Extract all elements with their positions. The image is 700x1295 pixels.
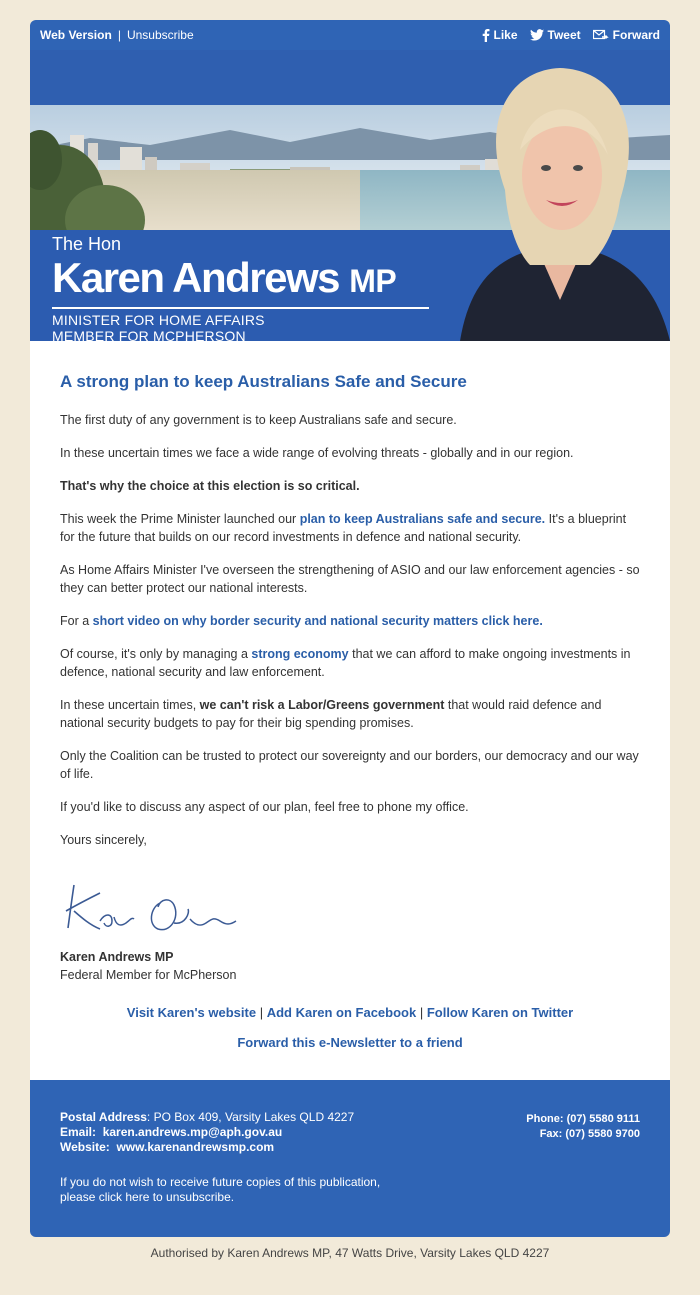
paragraph-6 — [60, 612, 640, 630]
role-member: MEMBER FOR MCPHERSON — [52, 328, 246, 341]
unsubscribe-footer-link[interactable]: please click here to unsubscribe. — [60, 1190, 235, 1204]
signature-title: Federal Member for McPherson — [60, 968, 237, 982]
share-links — [482, 28, 660, 42]
postal-address — [60, 1110, 380, 1125]
unsubscribe-line-1: If you do not wish to receive future copies of this publication, — [60, 1175, 381, 1189]
paragraph-8 — [60, 696, 640, 732]
article-heading: A strong plan to keep Australians Safe and Secure — [60, 372, 467, 391]
p7-text-before: Of course, it's only by managing a — [60, 647, 252, 661]
trees-image — [30, 110, 170, 250]
paragraph-9: Only the Coalition can be trusted to protect our sovereignty and our borders, our democracy and our way of life. — [60, 749, 639, 781]
forward-label: Forward — [612, 28, 660, 42]
email-link[interactable]: karen.andrews.mp@aph.gov.au — [102, 1125, 283, 1139]
social-links — [60, 1004, 640, 1052]
mp-suffix: MP — [349, 263, 397, 299]
email-container — [30, 20, 670, 1237]
forward-button[interactable] — [593, 28, 660, 42]
twitter-link[interactable]: Follow Karen on Twitter — [426, 1005, 574, 1020]
facebook-icon — [482, 29, 490, 42]
footer-contact — [60, 1110, 380, 1205]
signature-block — [60, 873, 640, 984]
authorisation-statement: Authorised by Karen Andrews MP, 47 Watts Drive, Varsity Lakes QLD 4227 — [150, 1246, 550, 1260]
paragraph-4 — [60, 510, 640, 546]
p6-text-before: For a — [60, 614, 93, 628]
signature-image — [60, 873, 240, 943]
paragraph-10: If you'd like to discuss any aspect of our plan, feel free to phone my office. — [60, 800, 469, 814]
website-row — [60, 1140, 380, 1155]
facebook-link[interactable]: Add Karen on Facebook — [266, 1005, 417, 1020]
unsubscribe-link[interactable]: Unsubscribe — [126, 28, 194, 42]
paragraph-5: As Home Affairs Minister I've overseen the strengthening of ASIO and our law enforcement agencies - so they can better protect our national interests. — [60, 563, 640, 595]
footer-website-link[interactable]: www.karenandrewsmp.com — [116, 1140, 275, 1154]
honorific: The Hon — [52, 234, 122, 254]
link-separator: | — [416, 1005, 427, 1020]
separator: | — [117, 28, 121, 42]
p8-text-before: In these uncertain times, — [60, 698, 200, 712]
social-links-row — [60, 1004, 640, 1022]
portrait-photo — [450, 60, 670, 341]
paragraph-3 — [60, 477, 640, 495]
forward-row — [60, 1034, 640, 1052]
p4-text-after: It's a blueprint for the future that builds on our record investments in defence and national security. — [60, 512, 627, 544]
envelope-forward-icon — [593, 29, 609, 41]
emphasis-text: That's why the choice at this election is so critical. — [60, 479, 360, 493]
postal-value: : PO Box 409, Varsity Lakes QLD 4227 — [146, 1110, 355, 1124]
like-button[interactable] — [482, 28, 518, 42]
email-label: Email: — [60, 1125, 97, 1139]
paragraph-1: The first duty of any government is to keep Australians safe and secure. — [60, 413, 457, 427]
member-name — [52, 254, 396, 302]
website-link[interactable]: Visit Karen's website — [126, 1005, 257, 1020]
twitter-icon — [530, 29, 544, 41]
postal-label: Postal Address — [60, 1110, 147, 1124]
paragraph-7 — [60, 645, 640, 681]
top-bar — [30, 20, 670, 50]
tweet-button[interactable] — [530, 28, 581, 42]
main-content — [30, 341, 670, 1080]
plan-link[interactable]: plan to keep Australians safe and secure. — [299, 512, 546, 526]
p4-text-before: This week the Prime Minister launched our — [60, 512, 300, 526]
website-label: Website: — [60, 1140, 110, 1154]
link-separator: | — [256, 1005, 267, 1020]
strong-economy-link[interactable]: strong economy — [251, 647, 349, 661]
member-name-text: Karen Andrews — [52, 254, 340, 301]
p8-bold-text: we can't risk a Labor/Greens government — [199, 698, 445, 712]
signature-name: Karen Andrews MP — [60, 950, 174, 964]
tweet-label: Tweet — [547, 28, 581, 42]
name-underline — [52, 307, 429, 309]
forward-newsletter-link[interactable]: Forward this e-Newsletter to a friend — [237, 1035, 463, 1050]
paragraph-2: In these uncertain times we face a wide range of evolving threats - globally and in our region. — [60, 446, 574, 460]
footer-phone — [526, 1110, 640, 1205]
unsubscribe-notice — [60, 1175, 380, 1205]
video-link[interactable]: short video on why border security and national security matters click here. — [92, 614, 543, 628]
top-bar-left — [40, 28, 194, 42]
role-minister: MINISTER FOR HOME AFFAIRS — [52, 312, 265, 328]
p7-text-after: that we can afford to make ongoing investments in defence, national security and law enforcement. — [60, 647, 631, 679]
closing: Yours sincerely, — [60, 833, 147, 847]
phone-number: Phone: (07) 5580 9111 — [526, 1113, 640, 1125]
header-banner — [30, 50, 670, 341]
p8-text-after: that would raid defence and national security budgets to pay for their big spending promises. — [60, 698, 602, 730]
like-label: Like — [493, 28, 518, 42]
fax-number: Fax: (07) 5580 9700 — [539, 1128, 640, 1140]
email-row — [60, 1125, 380, 1140]
footer — [30, 1080, 670, 1237]
web-version-link[interactable]: Web Version — [40, 28, 112, 42]
